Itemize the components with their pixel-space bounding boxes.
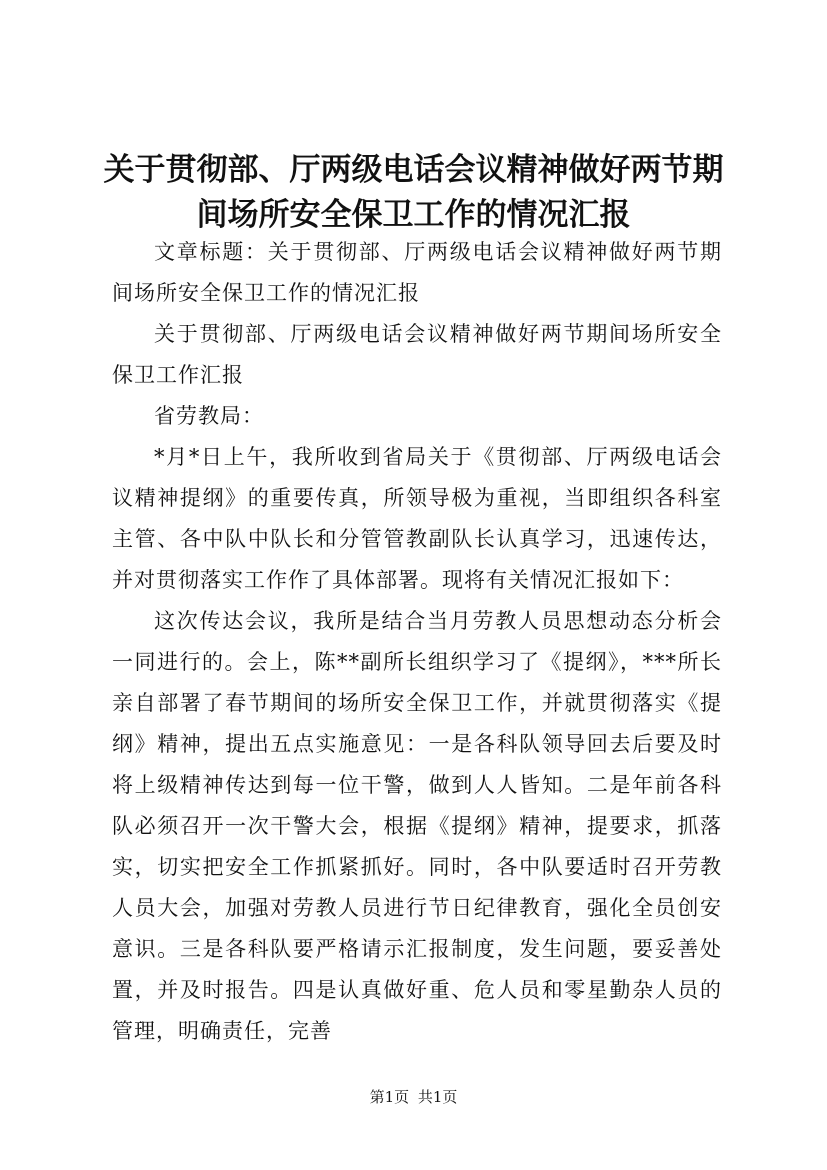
- document-title: 关于贯彻部、厅两级电话会议精神做好两节期间场所安全保卫工作的情况汇报: [103, 152, 724, 233]
- page-number: 第1页: [369, 1088, 410, 1106]
- page-footer: [0, 1087, 827, 1107]
- paragraph-intro: *月*日上午，我所收到省局关于《贯彻部、厅两级电话会议精神提纲》的重要传真，所领导极为重视，当即组织各科室主管、各中队中队长和分管管教副队长认真学习，迅速传达，并对贯彻落实工作作了具体部署。现将有关情况汇报如下：: [112, 445, 722, 592]
- paragraph-meeting-details: 这次传达会议，我所是结合当月劳教人员思想动态分析会一同进行的。会上，陈**副所长组织学习了《提纲》，***所长亲自部署了春节期间的场所安全保卫工作，并就贯彻落实《提纲》精神，提出五点实施意见：一是各科队领导回去后要及时将上级精神传达到每一位干警，做到人人皆知。二是年前各科队必须召开一次干警大会，根据《提纲》精神，提要求，抓落实，切实把安全工作抓紧抓好。同时，各中队要适时召开劳教人员大会，加强对劳教人员进行节日纪律教育，强化全员创安意识。三是各科队要严格请示汇报制度，发生问题，要妥善处置，并及时报告。四是认真做好重、危人员和零星勤杂人员的管理，明确责任，完善: [112, 609, 722, 1043]
- document-body: [112, 232, 722, 1052]
- paragraph-article-title: 文章标题：关于贯彻部、厅两级电话会议精神做好两节期间场所安全保卫工作的情况汇报: [112, 240, 722, 305]
- paragraph-salutation: 省劳教局：: [154, 404, 264, 428]
- paragraph-subtitle: 关于贯彻部、厅两级电话会议精神做好两节期间场所安全保卫工作汇报: [112, 322, 722, 387]
- page-total: 共1页: [417, 1088, 458, 1106]
